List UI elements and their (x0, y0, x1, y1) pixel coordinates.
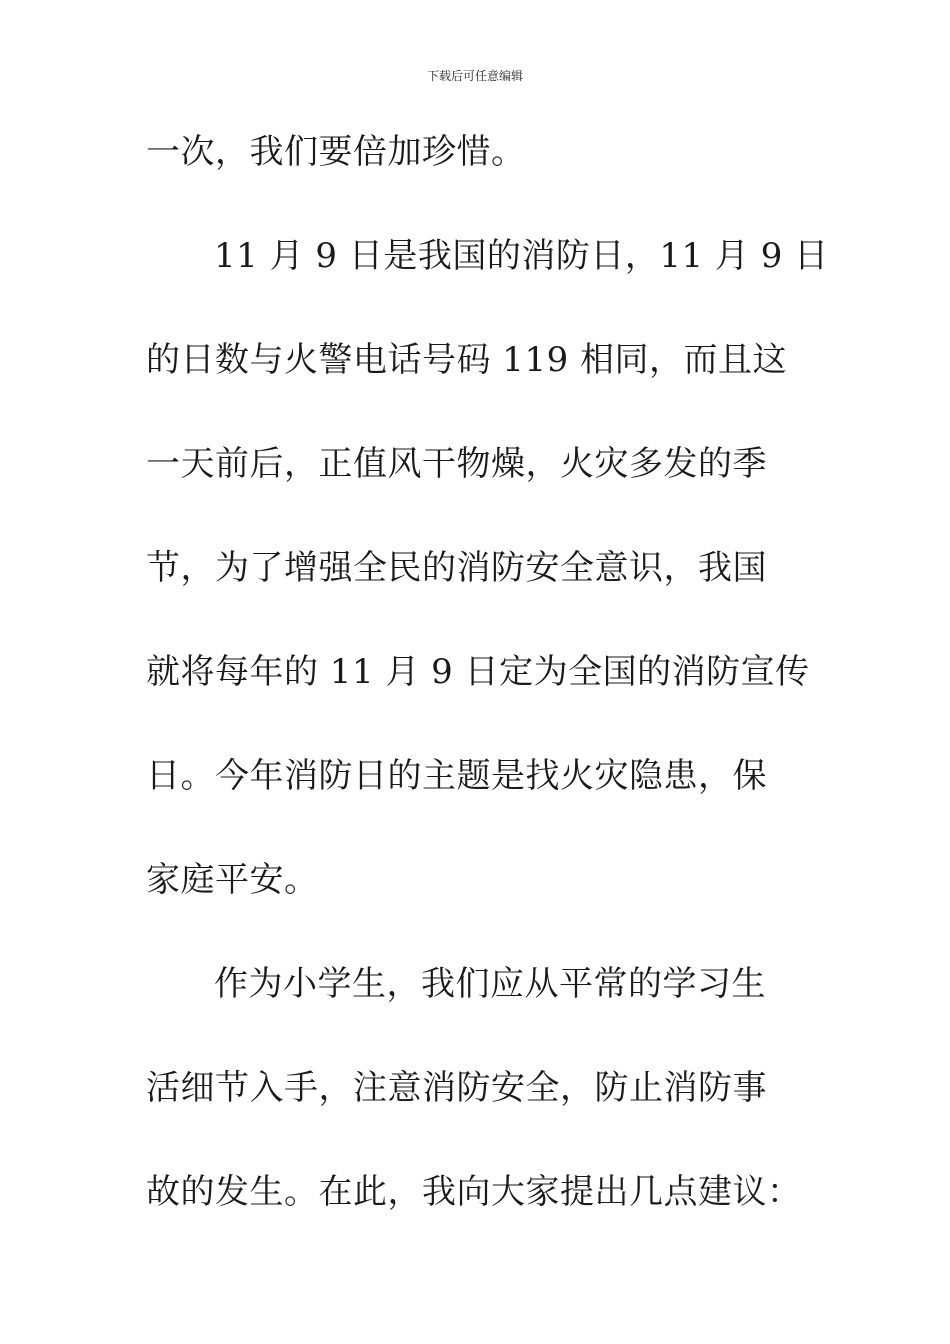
text-line-8: 家庭平安。 (146, 860, 319, 900)
document-body (146, 122, 829, 1266)
text-line-7: 日。今年消防日的主题是找火灾隐患，保 (146, 756, 767, 796)
text-line-2: 11 月 9 日是我国的消防日，11 月 9 日 (214, 236, 829, 276)
text-line-11: 故的发生。在此，我向大家提出几点建议： (146, 1172, 802, 1212)
text-line-1: 一次，我们要倍加珍惜。 (146, 132, 526, 172)
text-line-6: 就将每年的 11 月 9 日定为全国的消防宣传 (146, 652, 810, 692)
text-line-3: 的日数与火警电话号码 119 相同，而且这 (146, 340, 788, 380)
text-line-5: 节，为了增强全民的消防安全意识，我国 (146, 548, 767, 588)
page-header-note: 下载后可任意编辑 (426, 69, 523, 83)
text-line-4: 一天前后，正值风干物燥，火灾多发的季 (146, 444, 767, 484)
text-line-9: 作为小学生，我们应从平常的学习生 (214, 964, 766, 1004)
text-line-10: 活细节入手，注意消防安全，防止消防事 (146, 1068, 767, 1108)
